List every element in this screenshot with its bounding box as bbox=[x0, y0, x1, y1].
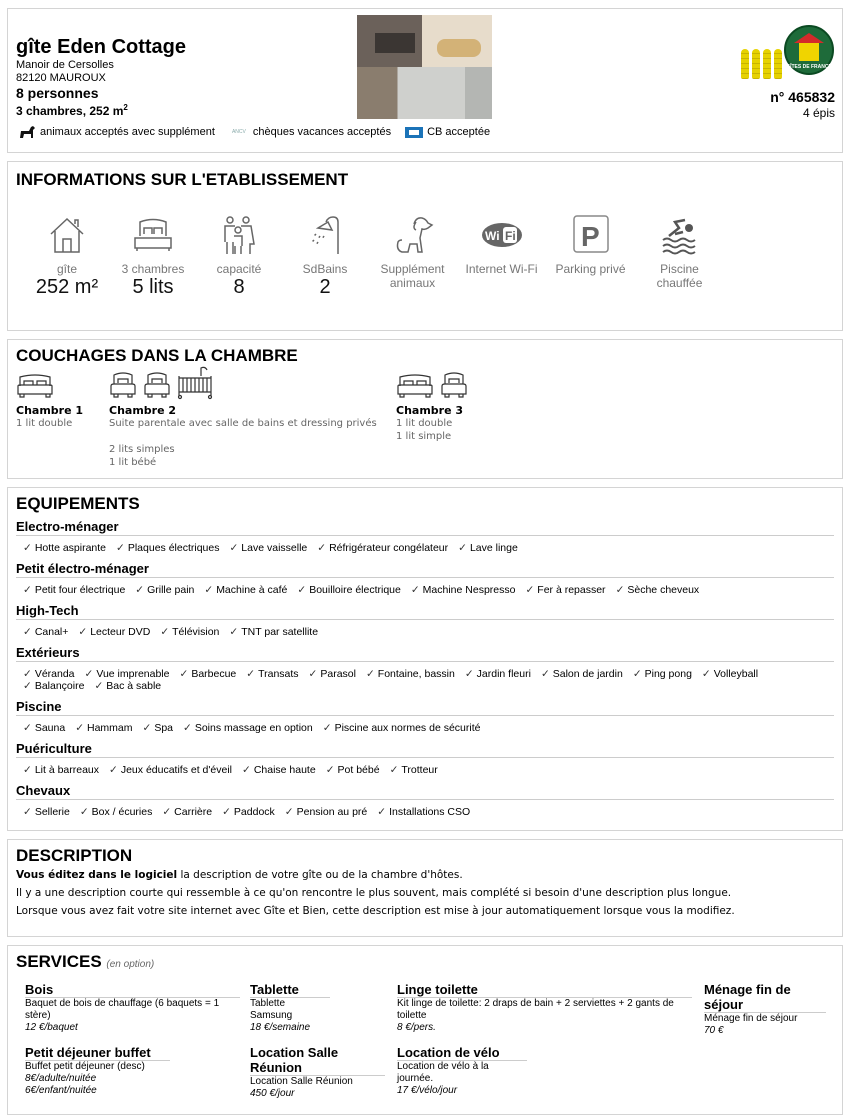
parking-icon bbox=[570, 214, 612, 256]
equipment-item: ✓ Plaques électriques bbox=[116, 542, 219, 554]
description-section bbox=[7, 839, 843, 937]
equipment-item: ✓ Pot bébé bbox=[326, 764, 380, 776]
equipment-item: ✓ Télévision bbox=[160, 626, 219, 638]
equipment-list bbox=[16, 800, 834, 820]
section-title: COUCHAGES DANS LA CHAMBRE bbox=[16, 346, 298, 365]
room-spacer bbox=[109, 430, 377, 443]
equipment-list bbox=[16, 758, 834, 778]
room-bed-line: 1 lit double bbox=[396, 418, 453, 429]
equipment-item: ✓ Lecteur DVD bbox=[78, 626, 150, 638]
equipment-item: ✓ Grille pain bbox=[135, 584, 194, 596]
equipment-item: ✓ Carrière bbox=[162, 806, 212, 818]
equipment-item: ✓ Petit four électrique bbox=[23, 584, 125, 596]
equipment-category: Electro-ménager bbox=[16, 519, 834, 536]
badge-cb bbox=[405, 126, 490, 138]
credit-card-icon bbox=[405, 127, 423, 138]
listing-title: gîte Eden Cottage bbox=[16, 36, 187, 58]
swimmer-icon bbox=[659, 214, 701, 256]
service-price: 70 € bbox=[704, 1025, 724, 1036]
double-bed-icon bbox=[16, 372, 54, 400]
equipment-category: Extérieurs bbox=[16, 645, 834, 662]
info-wifi bbox=[459, 214, 544, 298]
superscript: 2 bbox=[123, 103, 128, 112]
description-line: Lorsque vous avez fait votre site internet avec Gîte et Bien, cette description est mise à jour automatiquement lorsque vous la modifiez. bbox=[16, 905, 735, 917]
info-value: 2 bbox=[319, 276, 331, 298]
equipment-item: ✓ Lave linge bbox=[458, 542, 518, 554]
equipment-item: ✓ Jeux éducatifs et d'éveil bbox=[109, 764, 232, 776]
info-capacity bbox=[198, 214, 280, 298]
room-bed-line: 2 lits simples bbox=[109, 444, 175, 455]
badge-cheques bbox=[229, 126, 391, 138]
rooms-surface bbox=[16, 103, 128, 118]
service-description: Location Salle Réunion bbox=[250, 1076, 353, 1087]
address-line-2: 82120 MAUROUX bbox=[16, 72, 106, 84]
equipment-item: ✓ Ping pong bbox=[633, 668, 692, 680]
equipment-item: ✓ Barbecue bbox=[180, 668, 237, 680]
sleeping-arrangements bbox=[7, 339, 843, 479]
room-bed-line: 1 lit double bbox=[16, 418, 73, 429]
service-card bbox=[250, 1045, 385, 1100]
service-description: Kit linge de toilette: 2 draps de bain + 2 serviettes + 2 gants de toilette bbox=[397, 998, 674, 1021]
wheat-icon bbox=[774, 49, 782, 79]
info-label: Piscine chauffée bbox=[656, 262, 703, 290]
info-label: Supplément animaux bbox=[380, 262, 445, 290]
svg-text:P: P bbox=[580, 221, 600, 252]
badge-animals-label: animaux acceptés avec supplément bbox=[40, 126, 215, 138]
equipment-list bbox=[16, 620, 834, 640]
service-card bbox=[25, 982, 240, 1034]
listing-header bbox=[7, 8, 843, 153]
equipment-category: Puériculture bbox=[16, 741, 834, 758]
equipment-item: ✓ Machine à café bbox=[204, 584, 287, 596]
equipment-item: ✓ Canal+ bbox=[23, 626, 68, 638]
info-value: 8 bbox=[233, 276, 245, 298]
service-price: 8€/adulte/nuitée 6€/enfant/nuitée bbox=[25, 1073, 97, 1096]
room-bed-line: 1 lit bébé bbox=[109, 457, 157, 468]
equipment-item: ✓ Spa bbox=[143, 722, 174, 734]
equipment-item: ✓ TNT par satellite bbox=[229, 626, 318, 638]
equipment-list bbox=[16, 578, 834, 598]
description-line bbox=[16, 866, 834, 884]
equipment-section bbox=[7, 487, 843, 831]
equipment-category: Petit électro-ménager bbox=[16, 561, 834, 578]
dog-icon bbox=[392, 214, 434, 256]
service-price: 450 €/jour bbox=[250, 1088, 295, 1099]
equipment-item: ✓ Vue imprenable bbox=[85, 668, 170, 680]
equipment-item: ✓ Installations CSO bbox=[377, 806, 470, 818]
description-emphasis: Vous éditez dans le logiciel bbox=[16, 869, 178, 881]
info-label: capacité bbox=[216, 262, 262, 276]
room-bed-line: 1 lit simple bbox=[396, 431, 452, 442]
epis-rating bbox=[741, 49, 782, 79]
room-card bbox=[16, 366, 83, 430]
equipment-item: ✓ Jardin fleuri bbox=[465, 668, 531, 680]
description-text: la description de votre gîte ou de la chambre d'hôtes. bbox=[177, 869, 463, 881]
room-card bbox=[396, 366, 468, 443]
epis-label: 4 épis bbox=[802, 106, 835, 120]
shower-icon bbox=[304, 214, 346, 256]
section-title: INFORMATIONS SUR L'ETABLISSEMENT bbox=[16, 170, 349, 189]
service-description: Tablette Samsung bbox=[250, 998, 293, 1021]
equipment-category: High-Tech bbox=[16, 603, 834, 620]
service-card bbox=[25, 1045, 170, 1097]
equipment-item: ✓ Pension au pré bbox=[285, 806, 367, 818]
info-pool bbox=[637, 214, 722, 298]
address-line-1: Manoir de Cersolles bbox=[16, 59, 114, 71]
info-animals bbox=[370, 214, 455, 298]
room-name: Chambre 2 bbox=[109, 404, 177, 417]
badge-cb-label: CB acceptée bbox=[427, 126, 491, 138]
equipment-item: ✓ Réfrigérateur congélateur bbox=[317, 542, 448, 554]
info-label: gîte bbox=[56, 262, 77, 276]
wheat-icon bbox=[741, 49, 749, 79]
equipment-item: ✓ Sèche cheveux bbox=[616, 584, 700, 596]
info-value: 5 lits bbox=[132, 276, 174, 298]
room-name: Chambre 1 bbox=[16, 404, 84, 417]
service-card bbox=[704, 982, 826, 1037]
wifi-icon bbox=[481, 214, 523, 256]
equipment-category: Chevaux bbox=[16, 783, 834, 800]
service-description: Buffet petit déjeuner (desc) bbox=[25, 1061, 145, 1072]
ancv-icon: ANCV bbox=[231, 129, 246, 135]
section-title: EQUIPEMENTS bbox=[16, 494, 140, 513]
equipment-item: ✓ Paddock bbox=[222, 806, 275, 818]
description-line: Il y a une description courte qui ressemble à ce qu'on rencontre le plus souvent, mais complété si besoin d'une description plus longue. bbox=[16, 887, 732, 899]
equipment-list bbox=[16, 716, 834, 736]
equipment-category: Piscine bbox=[16, 699, 834, 716]
equipment-item: ✓ Véranda bbox=[23, 668, 75, 680]
equipment-item: ✓ Box / écuries bbox=[80, 806, 153, 818]
single-bed-icon bbox=[143, 370, 171, 400]
service-name: Bois bbox=[25, 982, 240, 998]
logo-text: GÎTES DE FRANCE bbox=[786, 64, 832, 70]
service-price: 12 €/baquet bbox=[25, 1022, 78, 1033]
service-name: Tablette bbox=[250, 982, 330, 998]
listing-number: n° 465832 bbox=[770, 89, 835, 105]
equipment-item: ✓ Chaise haute bbox=[242, 764, 316, 776]
equipment-item: ✓ Machine Nespresso bbox=[411, 584, 516, 596]
service-price: 18 €/semaine bbox=[250, 1022, 311, 1033]
service-description: Ménage fin de séjour bbox=[704, 1013, 798, 1024]
service-price: 8 €/pers. bbox=[397, 1022, 436, 1033]
single-bed-icon bbox=[109, 370, 137, 400]
equipment-item: ✓ Parasol bbox=[309, 668, 356, 680]
wheat-icon bbox=[752, 49, 760, 79]
service-name: Ménage fin de séjour bbox=[704, 982, 826, 1013]
info-bedrooms bbox=[112, 214, 194, 298]
establishment-info bbox=[7, 161, 843, 331]
service-card bbox=[250, 982, 330, 1034]
equipment-item: ✓ Salon de jardin bbox=[541, 668, 623, 680]
equipment-item: ✓ Bac à sable bbox=[94, 680, 161, 692]
services-subtitle: (en option) bbox=[106, 959, 155, 970]
info-label: Internet Wi-Fi bbox=[465, 262, 538, 276]
house-icon bbox=[46, 214, 88, 256]
gites-de-france-logo bbox=[784, 25, 834, 75]
rooms-surface-text: 3 chambres, 252 m bbox=[16, 104, 124, 118]
equipment-item: ✓ Trotteur bbox=[390, 764, 438, 776]
single-bed-icon bbox=[440, 370, 468, 400]
service-description: Location de vélo à la journée. bbox=[397, 1061, 489, 1084]
services-section bbox=[7, 945, 843, 1115]
services-title: SERVICES bbox=[16, 952, 102, 971]
service-name: Petit déjeuner buffet bbox=[25, 1045, 170, 1061]
wheat-icon bbox=[763, 49, 771, 79]
badge-cheques-label: chèques vacances acceptés bbox=[252, 126, 392, 138]
capacity: 8 personnes bbox=[16, 85, 99, 101]
info-label: Parking privé bbox=[555, 262, 626, 276]
equipment-item: ✓ Volleyball bbox=[702, 668, 758, 680]
service-price: 17 €/vélo/jour bbox=[397, 1085, 458, 1096]
bed-icon bbox=[132, 214, 174, 256]
badge-animals bbox=[18, 125, 215, 139]
equipment-item: ✓ Hotte aspirante bbox=[23, 542, 106, 554]
service-card bbox=[397, 982, 692, 1034]
service-description: Baquet de bois de chauffage (6 baquets = 1 stère) bbox=[25, 998, 220, 1021]
service-name: Linge toilette bbox=[397, 982, 692, 998]
equipment-item: ✓ Transats bbox=[246, 668, 298, 680]
property-photo-collage[interactable] bbox=[357, 15, 492, 119]
equipment-item: ✓ Bouilloire électrique bbox=[297, 584, 400, 596]
equipment-item: ✓ Lit à barreaux bbox=[23, 764, 99, 776]
dog-icon bbox=[18, 125, 36, 139]
family-icon bbox=[218, 214, 260, 256]
svg-text:Fi: Fi bbox=[504, 229, 516, 243]
info-bathrooms bbox=[284, 214, 366, 298]
equipment-item: ✓ Fer à repasser bbox=[525, 584, 605, 596]
service-name: Location de vélo bbox=[397, 1045, 527, 1061]
equipment-item: ✓ Piscine aux normes de sécurité bbox=[323, 722, 481, 734]
equipment-item: ✓ Soins massage en option bbox=[183, 722, 313, 734]
equipment-item: ✓ Fontaine, bassin bbox=[366, 668, 455, 680]
equipment-item: ✓ Sellerie bbox=[23, 806, 70, 818]
info-label: 3 chambres bbox=[121, 262, 185, 276]
address bbox=[16, 59, 114, 85]
equipment-list bbox=[16, 662, 834, 694]
section-title: DESCRIPTION bbox=[16, 846, 133, 865]
info-value: 252 m² bbox=[35, 276, 99, 298]
crib-icon bbox=[177, 364, 213, 400]
svg-text:Wi: Wi bbox=[484, 229, 500, 243]
double-bed-icon bbox=[396, 372, 434, 400]
info-label: SdBains bbox=[302, 262, 348, 276]
info-gite bbox=[26, 214, 108, 298]
equipment-list bbox=[16, 536, 834, 556]
service-name: Location Salle Réunion bbox=[250, 1045, 385, 1076]
service-card bbox=[397, 1045, 527, 1097]
room-description: Suite parentale avec salle de bains et dressing privés bbox=[109, 418, 377, 429]
section-title bbox=[16, 952, 834, 972]
equipment-item: ✓ Balançoire bbox=[23, 680, 84, 692]
room-name: Chambre 3 bbox=[396, 404, 464, 417]
equipment-item: ✓ Hammam bbox=[75, 722, 132, 734]
equipment-item: ✓ Sauna bbox=[23, 722, 65, 734]
info-parking bbox=[548, 214, 633, 298]
equipment-item: ✓ Lave vaisselle bbox=[229, 542, 307, 554]
room-card bbox=[109, 366, 377, 469]
badges bbox=[18, 125, 500, 139]
